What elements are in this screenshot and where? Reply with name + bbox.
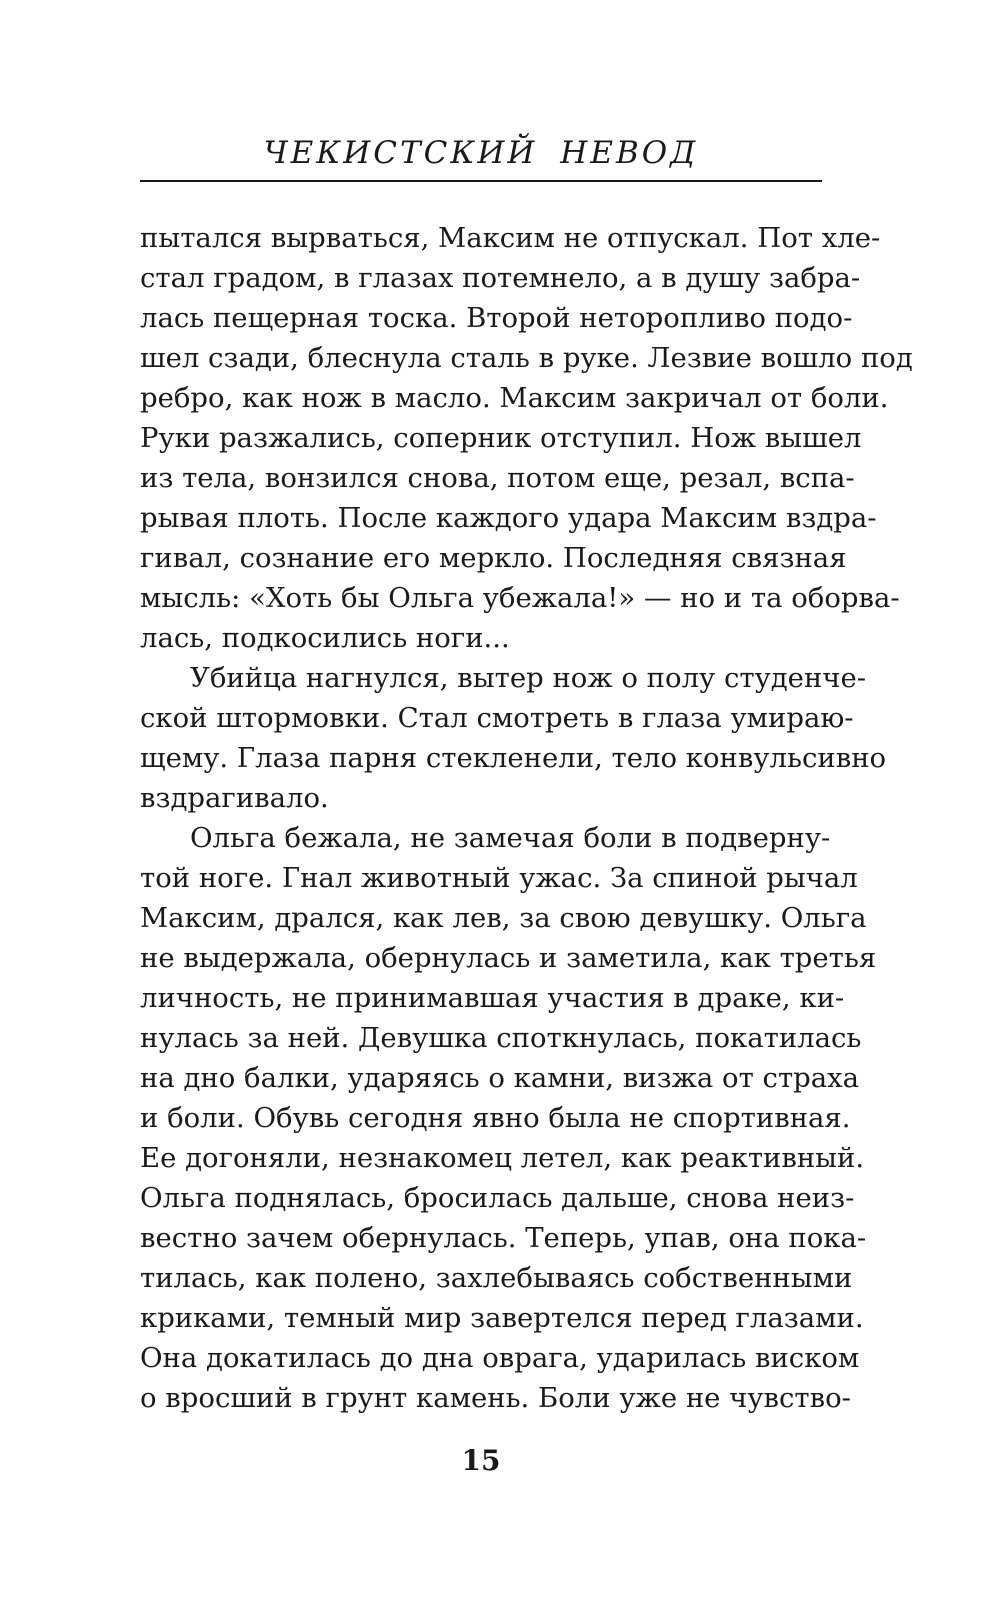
text-line: нулась за ней. Девушка споткнулась, покатилась	[140, 1022, 862, 1054]
body-text	[140, 218, 913, 1418]
paragraph-2	[140, 658, 887, 818]
text-line: Ольга поднялась, бросилась дальше, снова неиз-	[140, 1182, 855, 1214]
text-line: Ее догоняли, незнакомец летел, как реактивный.	[140, 1142, 865, 1174]
page-number: 15	[461, 1444, 501, 1477]
header-rule	[140, 180, 822, 182]
text-line: тилась, как полено, захлебываясь собственными	[140, 1262, 853, 1294]
text-line: Она докатилась до дна оврага, ударилась виском	[140, 1342, 860, 1374]
text-line: той ноге. Гнал животный ужас. За спиной рычал	[140, 862, 858, 894]
text-line: лась пещерная тоска. Второй неторопливо подо-	[140, 302, 853, 334]
text-line: мысль: «Хоть бы Ольга убежала!» — но и та оборва-	[140, 582, 900, 614]
text-line: ской штормовки. Стал смотреть в глаза умираю-	[140, 702, 854, 734]
text-line: стал градом, в глазах потемнело, а в душу забра-	[140, 262, 861, 294]
text-line: не выдержала, обернулась и заметила, как третья	[140, 942, 877, 974]
text-line: криками, темный мир завертелся перед глазами.	[140, 1302, 864, 1334]
text-line: Убийца нагнулся, вытер нож о полу студенче-	[190, 662, 867, 694]
text-line: шел сзади, блеснула сталь в руке. Лезвие вошло под	[140, 342, 913, 374]
text-line: рывая плоть. После каждого удара Максим вздра-	[140, 502, 877, 534]
text-line: пытался вырваться, Максим не отпускал. Пот хле-	[140, 222, 881, 254]
running-head-title: ЧЕКИСТСКИЙ НЕВОД	[263, 135, 699, 171]
text-line: Руки разжались, соперник отступил. Нож вышел	[140, 422, 862, 454]
text-line: гивал, сознание его меркло. Последняя связная	[140, 542, 847, 574]
text-line: ребро, как нож в масло. Максим закричал от боли.	[140, 382, 889, 414]
text-line: на дно балки, ударяясь о камни, визжа от страха	[140, 1062, 860, 1094]
text-line: и боли. Обувь сегодня явно была не спортивная.	[140, 1102, 851, 1134]
paragraph-1	[140, 218, 913, 658]
text-line: Максим, дрался, как лев, за свою девушку. Ольга	[140, 902, 867, 934]
text-line: лась, подкосились ноги...	[140, 622, 510, 654]
text-line: личность, не принимавшая участия в драке, ки-	[140, 982, 845, 1014]
text-line: о вросший в грунт камень. Боли уже не чувство-	[140, 1382, 851, 1414]
text-line: вестно зачем обернулась. Теперь, упав, она пока-	[140, 1222, 867, 1254]
text-line: Ольга бежала, не замечая боли в подверну-	[190, 822, 831, 854]
text-line: из тела, вонзился снова, потом еще, резал, вспа-	[140, 462, 855, 494]
paragraph-3	[140, 818, 877, 1418]
text-line: щему. Глаза парня стекленели, тело конвульсивно	[140, 742, 887, 774]
text-line: вздрагивало.	[140, 782, 329, 814]
